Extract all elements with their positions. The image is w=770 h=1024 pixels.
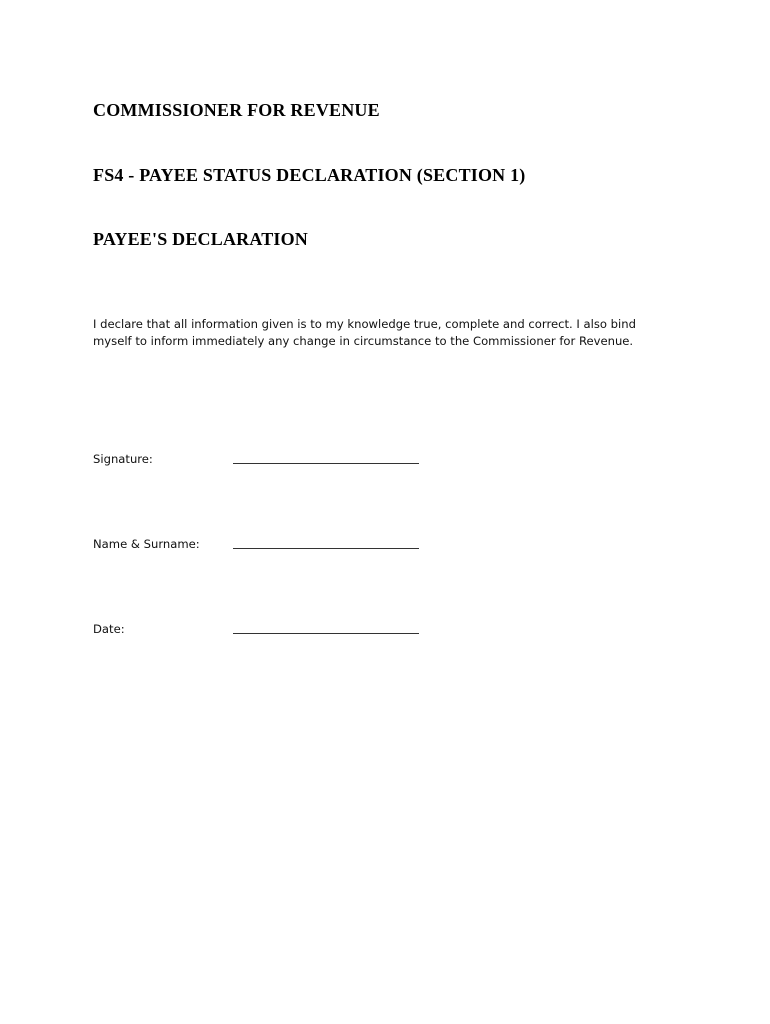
declaration-line: myself to inform immediately any change in circumstance to the Commissioner for Revenue. <box>93 334 634 348</box>
section-title: PAYEE'S DECLARATION <box>93 229 309 249</box>
declaration-line: I declare that all information given is to my knowledge true, complete and correct. I also bind <box>93 317 636 331</box>
name-surname-field-row <box>93 537 433 555</box>
authority-heading: COMMISSIONER FOR REVENUE <box>93 100 380 120</box>
signature-field-row <box>93 452 433 470</box>
date-label: Date: <box>93 622 125 636</box>
date-line[interactable] <box>233 633 419 634</box>
declaration-text <box>93 316 673 350</box>
date-field-row <box>93 622 433 640</box>
name-surname-line[interactable] <box>233 548 419 549</box>
signature-label: Signature: <box>93 452 153 466</box>
form-title: FS4 - PAYEE STATUS DECLARATION (SECTION 1) <box>93 165 526 185</box>
signature-line[interactable] <box>233 463 419 464</box>
name-surname-label: Name & Surname: <box>93 537 200 551</box>
